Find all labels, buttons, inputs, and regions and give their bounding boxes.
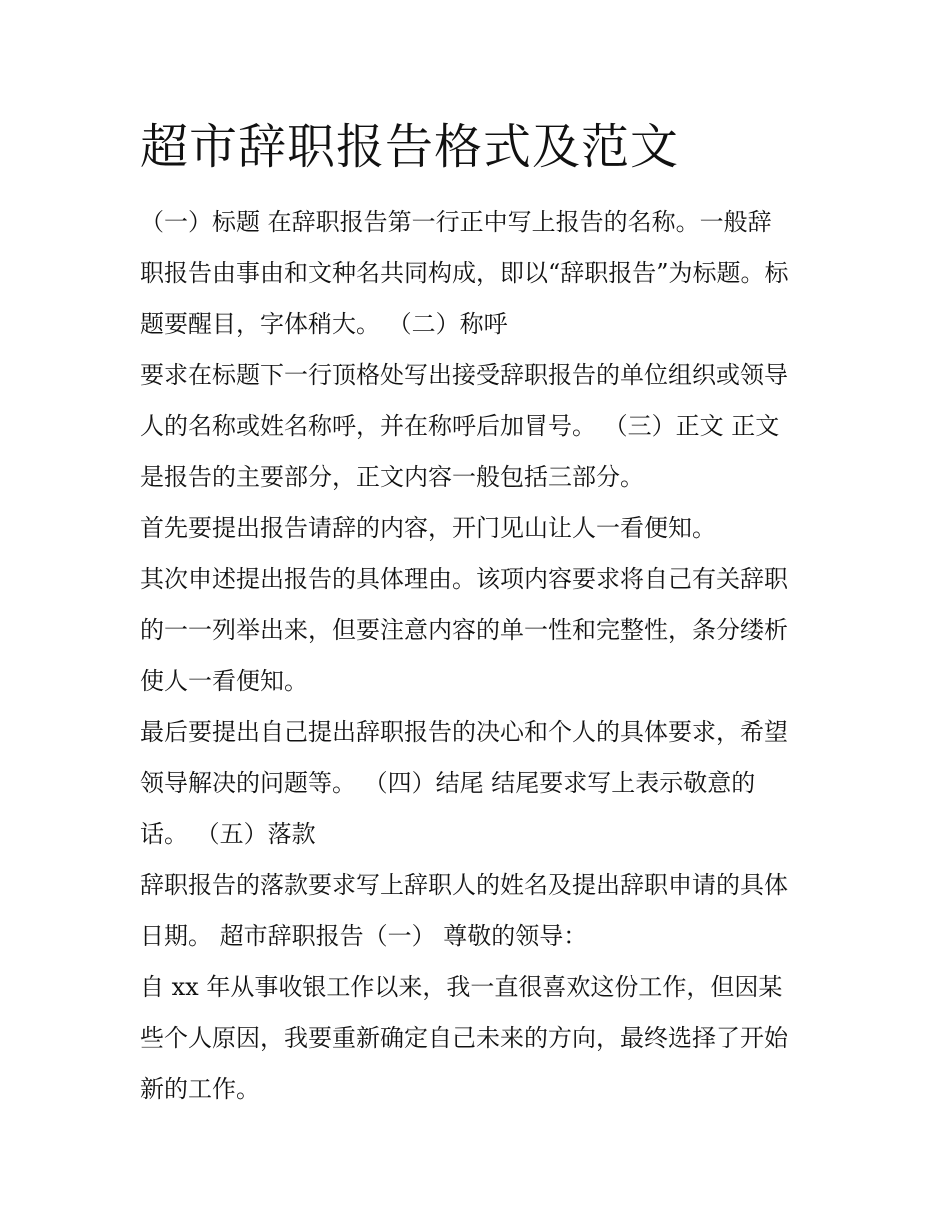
- body-line: 职报告由事由和文种名共同构成，即以“辞职报告”为标题。标: [140, 259, 789, 287]
- body-line: （一）标题 在辞职报告第一行正中写上报告的名称。一般辞: [140, 208, 772, 236]
- body-line: 人的名称或姓名称呼，并在称呼后加冒号。 （三）正文 正文: [140, 412, 780, 440]
- body-line: 使人一看便知。: [140, 667, 308, 695]
- body-line: 要求在标题下一行顶格处写出接受辞职报告的单位组织或领导: [140, 361, 788, 389]
- body-line: 题要醒目，字体稍大。 （二）称呼: [140, 310, 508, 338]
- body-line: 其次申述提出报告的具体理由。该项内容要求将自己有关辞职: [140, 565, 788, 593]
- body-line: 话。 （五）落款: [140, 820, 316, 848]
- body-line: 领导解决的问题等。 （四）结尾 结尾要求写上表示敬意的: [140, 769, 756, 797]
- body-line: 新的工作。: [140, 1075, 260, 1103]
- body-line: 些个人原因，我要重新确定自己未来的方向，最终选择了开始: [140, 1024, 788, 1052]
- body-line: 是报告的主要部分，正文内容一般包括三部分。: [140, 463, 644, 491]
- document-title: 超市辞职报告格式及范文: [140, 119, 680, 175]
- body-line: 最后要提出自己提出辞职报告的决心和个人的具体要求，希望: [140, 718, 788, 746]
- body-line: 首先要提出报告请辞的内容，开门见山让人一看便知。: [140, 514, 716, 542]
- body-line: 的一一列举出来，但要注意内容的单一性和完整性，条分缕析: [140, 616, 788, 644]
- body-line: 日期。 超市辞职报告（一） 尊敬的领导：: [140, 922, 588, 950]
- body-line: 自 xx 年从事收银工作以来，我一直很喜欢这份工作，但因某: [140, 973, 783, 1001]
- body-line: 辞职报告的落款要求写上辞职人的姓名及提出辞职申请的具体: [140, 871, 788, 899]
